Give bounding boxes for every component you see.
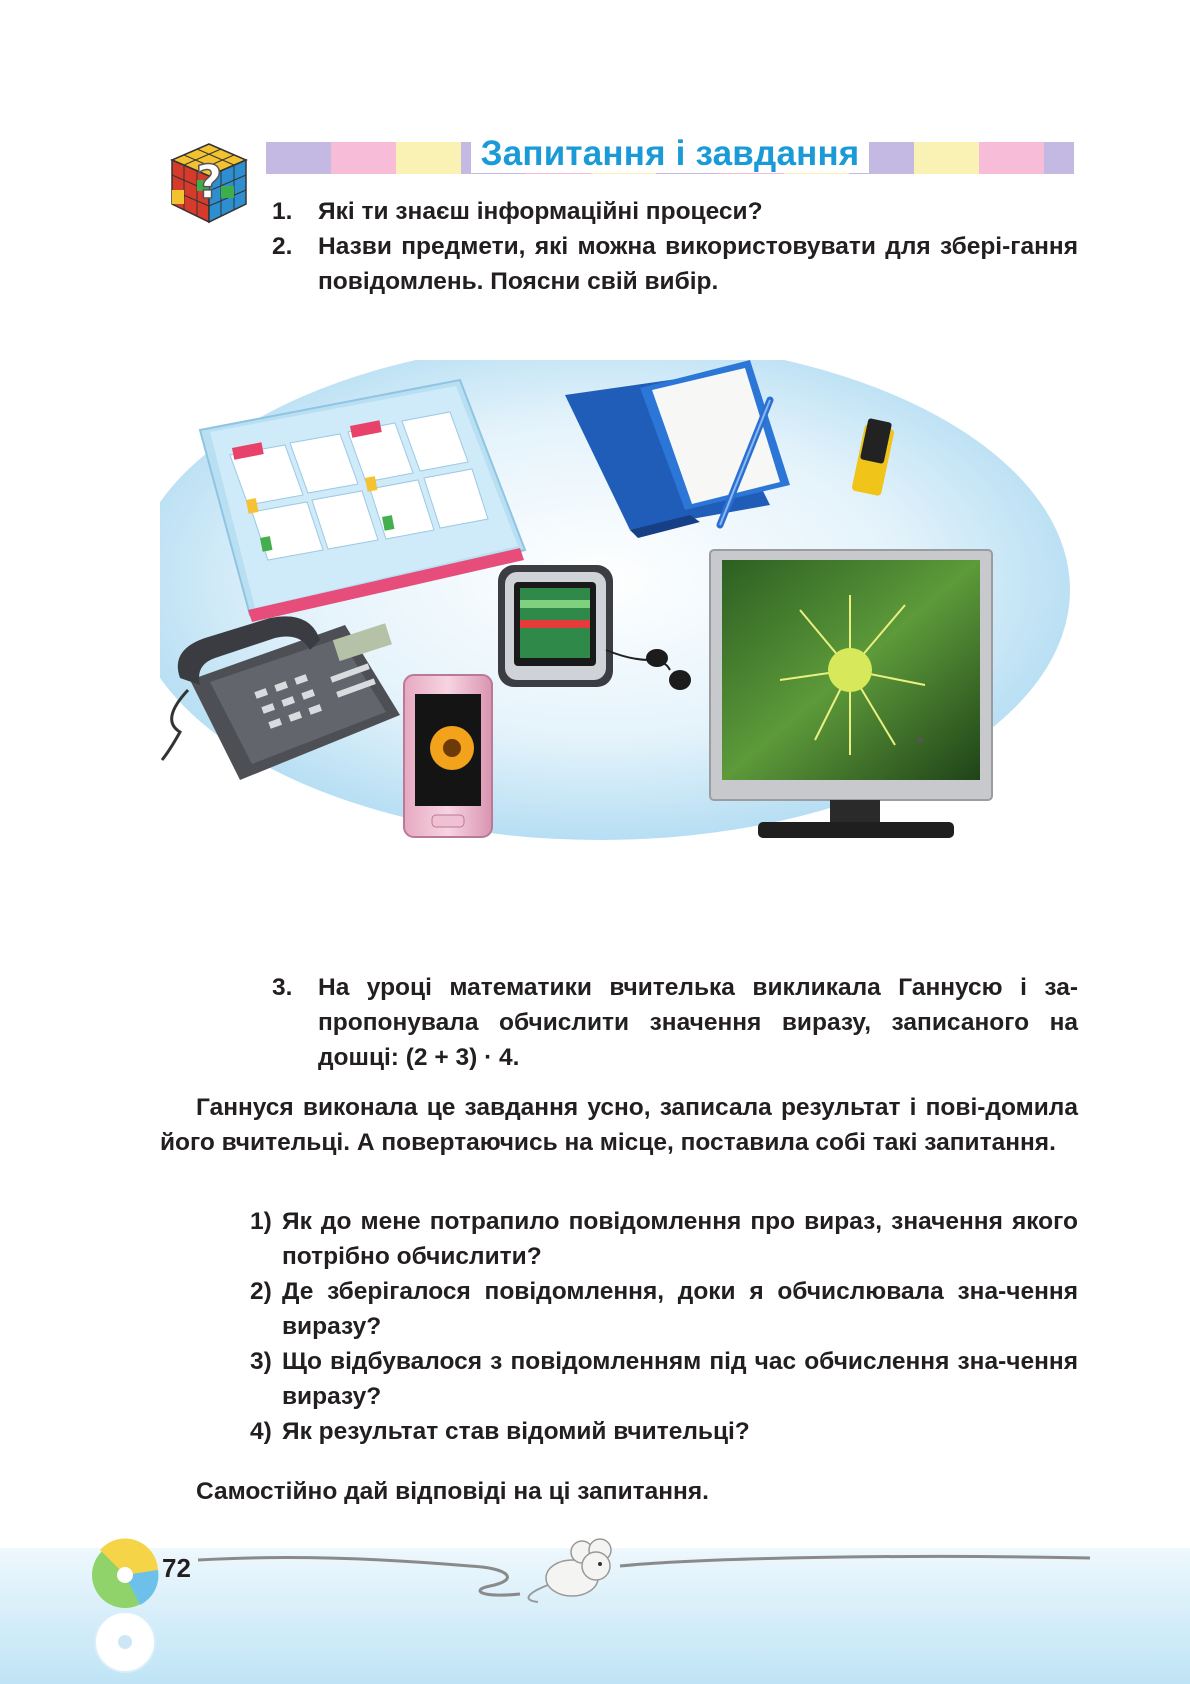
subquestion-number: 4): [250, 1418, 272, 1445]
subquestion-number: 2): [250, 1278, 272, 1305]
question-2: [272, 229, 1078, 299]
rubik-cube-question-icon: [168, 140, 250, 226]
subquestion-1: [250, 1204, 1078, 1274]
page-number: 72: [162, 1553, 191, 1583]
mobile-phone: [404, 675, 492, 837]
subquestion-text: Що відбувалося з повідомленням під час обчислення зна-чення виразу?: [282, 1348, 1078, 1410]
subquestion-text: Як до мене потрапило повідомлення про вираз, значення якого потрібно обчислити?: [282, 1208, 1078, 1270]
mouse-icon: [529, 1539, 611, 1602]
subquestion-4: [250, 1414, 1078, 1449]
subquestion-3: [250, 1344, 1078, 1414]
storage-devices-illustration: [160, 360, 1080, 920]
subquestion-2: [250, 1274, 1078, 1344]
question-text: Назви предмети, які можна використовувати для збері-гання повідомлень. Поясни свій вибір.: [318, 233, 1078, 295]
question-3: [272, 970, 1078, 1075]
section-title: Запитання і завдання: [266, 134, 1074, 174]
subquestion-text: Як результат став відомий вчительці?: [282, 1418, 750, 1445]
cd-disc-icon: [92, 1539, 158, 1672]
question-text: На уроці математики вчителька викликала Ганнусю і за-пропонувала обчислити значення виразу, записаного на дошці: (2 + 3) · 4.: [318, 974, 1078, 1071]
svg-text:?: ?: [195, 155, 223, 209]
closing-instruction: Самостійно дай відповіді на ці запитання.: [196, 1478, 709, 1505]
subquestion-number: 1): [250, 1208, 272, 1235]
monitor-with-flower: [710, 550, 992, 838]
story-paragraph: Ганнуся виконала це завдання усно, записала результат і пові-домила його вчительці. А повертаючись на місце, поставила собі такі запитання.: [160, 1094, 1078, 1156]
question-number: 3.: [272, 974, 293, 1001]
subquestion-number: 3): [250, 1348, 272, 1375]
question-1: [272, 194, 1078, 229]
question-text: Які ти знаєш інформаційні процеси?: [318, 198, 763, 225]
subquestion-text: Де зберігалося повідомлення, доки я обчислювала зна-чення виразу?: [282, 1278, 1078, 1340]
question-number: 2.: [272, 233, 293, 260]
question-number: 1.: [272, 198, 293, 225]
